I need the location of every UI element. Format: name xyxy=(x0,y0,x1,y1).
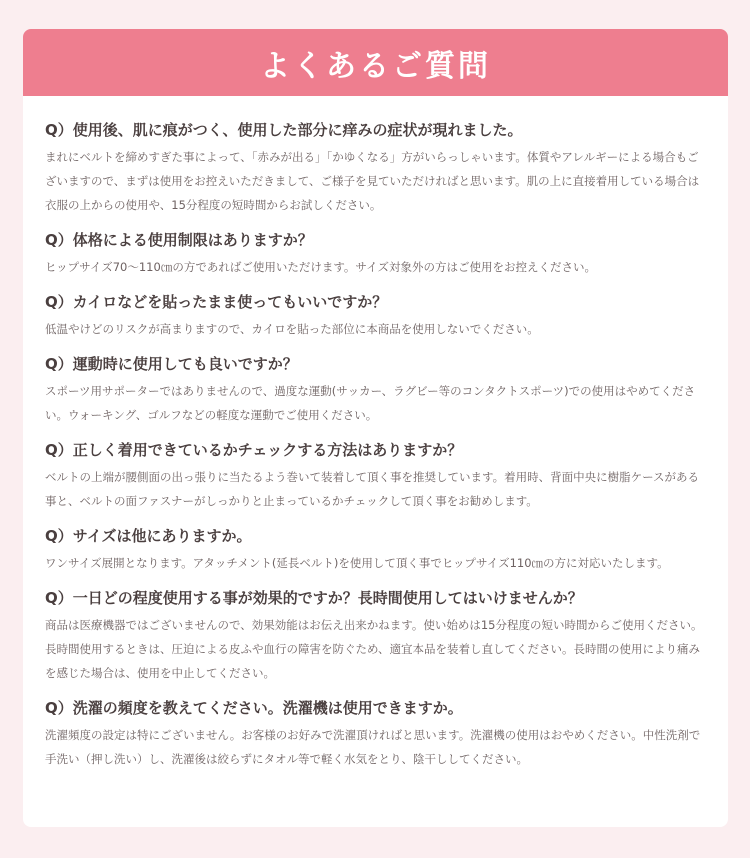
faq-question: Q）正しく着用できているかチェックする方法はありますか？ xyxy=(45,441,463,459)
faq-answer: スポーツ用サポーターではありませんので、過度な運動(サッカー、ラグビー等のコンタクトスポーツ)での使用はやめてください。ウォーキング、ゴルフなどの軽度な運動でご使用ください。 xyxy=(45,384,696,422)
faq-card xyxy=(23,29,728,827)
faq-question: Q）サイズは他にありますか。 xyxy=(45,527,252,545)
faq-answer: ヒップサイズ70〜110㎝の方であればご使用いただけます。サイズ対象外の方はご使用をお控えください。 xyxy=(45,260,596,274)
faq-answer: ワンサイズ展開となります。アタッチメント(延長ベルト)を使用して頂く事でヒップサイズ110㎝の方に対応いたします。 xyxy=(45,556,669,570)
faq-item xyxy=(45,119,706,217)
faq-header xyxy=(23,29,728,96)
faq-item xyxy=(45,439,706,513)
page-title: よくあるご質問 xyxy=(260,48,491,84)
faq-list xyxy=(23,96,728,771)
faq-answer: まれにベルトを締めすぎた事によって、「赤みが出る」「かゆくなる」方がいらっしゃいます。体質やアレルギーによる場合もございますので、まずは使用をお控えいただきまして、ご様子を見ていただければと思います。肌の上に直接着用している場合は衣服の上からの使用や、15分程度の短時間からお試しください。 xyxy=(45,150,700,212)
faq-question: Q）体格による使用制限はありますか？ xyxy=(45,231,313,249)
faq-question: Q）カイロなどを貼ったまま使ってもいいですか？ xyxy=(45,293,388,311)
faq-question: Q）一日どの程度使用する事が効果的ですか？長時間使用してはいけませんか？ xyxy=(45,589,583,607)
faq-item xyxy=(45,353,706,427)
faq-item xyxy=(45,587,706,685)
faq-item xyxy=(45,291,706,341)
faq-item xyxy=(45,697,706,771)
faq-question: Q）運動時に使用しても良いですか？ xyxy=(45,355,298,373)
faq-question: Q）洗濯の頻度を教えてください。洗濯機は使用できますか。 xyxy=(45,699,463,717)
faq-question: Q）使用後、肌に痕がつく、使用した部分に痒みの症状が現れました。 xyxy=(45,121,523,139)
faq-item xyxy=(45,525,706,575)
faq-answer: 洗濯頻度の設定は特にございません。お客様のお好みで洗濯頂ければと思います。洗濯機の使用はおやめください。中性洗剤で手洗い（押し洗い）し、洗濯後は絞らずにタオル等で軽く水気をとり、陰干ししてください。 xyxy=(45,728,701,766)
faq-answer: 低温やけどのリスクが高まりますので、カイロを貼った部位に本商品を使用しないでください。 xyxy=(45,322,539,336)
faq-answer: 商品は医療機器ではございませんので、効果効能はお伝え出来かねます。使い始めは15分程度の短い時間からご使用ください。長時間使用するときは、圧迫による皮ふや血行の障害を防ぐため、適宜本品を装着し直してください。長時間の使用により痛みを感じた場合は、使用を中止してください。 xyxy=(45,618,703,680)
faq-item xyxy=(45,229,706,279)
faq-answer: ベルトの上端が腰側面の出っ張りに当たるよう巻いて装着して頂く事を推奨しています。着用時、背面中央に樹脂ケースがある事と、ベルトの面ファスナーがしっかりと止まっているかチェックして頂く事をお勧めします。 xyxy=(45,470,699,508)
